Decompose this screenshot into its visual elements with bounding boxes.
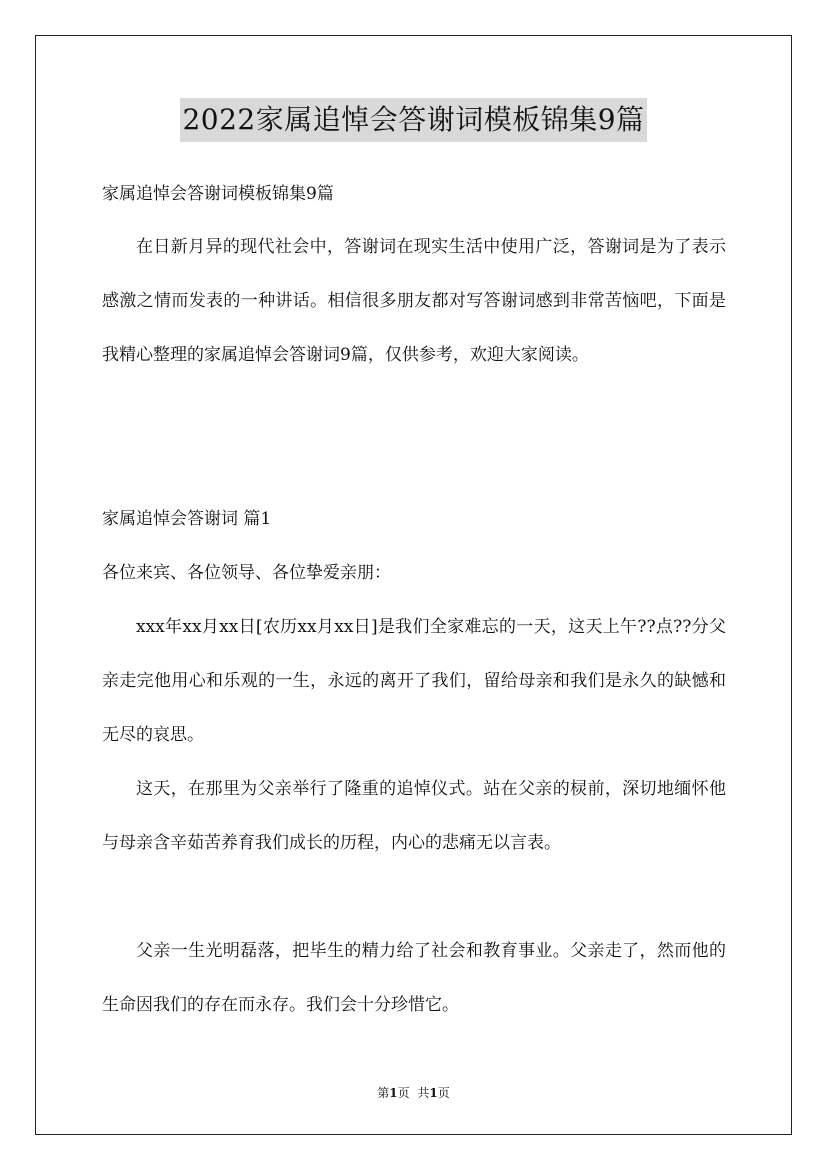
page-footer [0,1084,827,1101]
document-title: 2022家属追悼会答谢词模板锦集9篇 [180,98,646,142]
paragraph-3: 父亲一生光明磊落，把毕生的精力给了社会和教育事业。父亲走了，然而他的生命因我们的存在而永存。我们会十分珍惜它。 [102,941,726,1015]
total-label-suffix: 页 [437,1086,450,1100]
page-label-prefix: 第 [377,1086,390,1100]
document-subtitle: 家属追悼会答谢词模板锦集9篇 [102,184,334,204]
intro-paragraph: 在日新月异的现代社会中，答谢词在现实生活中使用广泛，答谢词是为了表示感激之情而发表的一种讲话。相信很多朋友都对写答谢词感到非常苦恼吧，下面是我精心整理的家属追悼会答谢词9篇，仅供参考，欢迎大家阅读。 [102,237,726,365]
page-label-suffix: 页 [397,1086,410,1100]
total-label-prefix: 共 [417,1086,430,1100]
salutation: 各位来宾、各位领导、各位挚爱亲朋： [102,563,391,583]
title-container [0,98,827,142]
paragraph-1: xxx年xx月xx日[农历xx月xx日]是我们全家难忘的一天，这天上午??点??分父亲走完他用心和乐观的一生，永远的离开了我们，留给母亲和我们是永久的缺憾和无尽的哀思。 [102,617,726,745]
paragraph-2: 这天，在那里为父亲举行了隆重的追悼仪式。站在父亲的棂前，深切地缅怀他与母亲含辛茹苦养育我们成长的历程，内心的悲痛无以言表。 [102,779,726,853]
total-pages: 1 [429,1086,438,1100]
page-number: 1 [389,1086,398,1100]
section-heading: 家属追悼会答谢词 篇1 [102,509,272,529]
